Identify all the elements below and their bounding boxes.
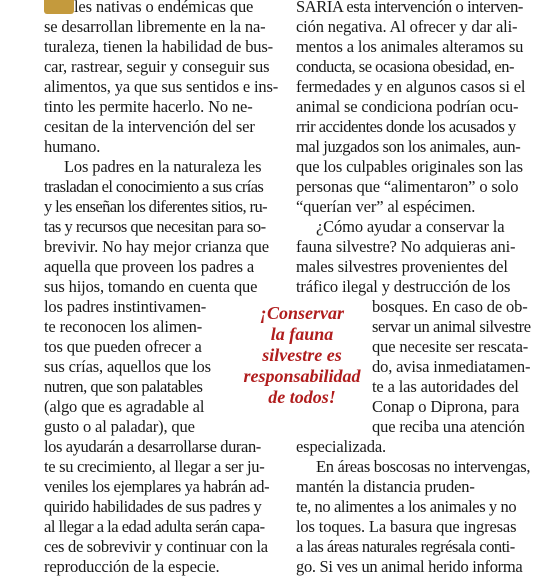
text-line: fermedades y en algunos casos si el xyxy=(296,77,526,96)
text-line: los padres instintivamen- xyxy=(44,297,207,316)
text-line: sus crías, aquellos que los xyxy=(44,357,211,376)
text-line: trasladan el conocimiento a sus crías xyxy=(44,177,264,196)
text-line: rrir accidentes donde los acusados y xyxy=(296,117,516,136)
text-line: nutren, que son palatables xyxy=(44,377,203,396)
text-line: do, avisa inmediatamen- xyxy=(372,357,531,376)
text-line: En áreas boscosas no intervengas, xyxy=(316,457,531,476)
text-line: y les enseñan los diferentes sitios, ru- xyxy=(44,197,267,216)
text-line: te, no alimentes a los animales y no xyxy=(296,497,517,516)
text-line: quirido habilidades de sus padres y xyxy=(44,497,262,516)
text-line: males silvestres provenientes del xyxy=(296,257,508,276)
text-line: tinto les permite hacerlo. No ne- xyxy=(44,97,253,116)
text-line: gusto o al paladar), que xyxy=(44,417,195,436)
text-line: humano. xyxy=(44,137,101,156)
text-line: animal se condiciona podrían ocu- xyxy=(296,97,519,116)
text-line: te reconocen los alimen- xyxy=(44,317,203,336)
text-line: especializada. xyxy=(296,437,386,456)
text-line: tráfico ilegal y destrucción de los xyxy=(296,277,511,296)
text-line: go. Si ves un animal herido informa xyxy=(296,557,523,576)
text-line: te su crecimiento, al llegar a ser ju- xyxy=(44,457,265,476)
text-line: ¿Cómo ayudar a conservar la xyxy=(316,217,505,236)
pull-quote-line: de todos! xyxy=(268,387,336,407)
text-line: personas que “alimentaron” o solo xyxy=(296,177,519,196)
text-line: turaleza, tienen la habilidad de bus- xyxy=(44,37,274,56)
text-line: mal juzgados son los animales, aun- xyxy=(296,137,521,156)
text-line: que reciba una atención xyxy=(372,417,525,436)
text-line: al llegar a la edad adulta serán capa- xyxy=(44,517,265,536)
pull-quote-line: ¡Conservar xyxy=(259,303,344,323)
text-line: brevivir. No hay mejor crianza que xyxy=(44,237,269,256)
text-line: mantén la distancia pruden- xyxy=(296,477,475,496)
text-line: veniles los ejemplares ya habrán ad- xyxy=(44,477,270,496)
pull-quote-line: silvestre es xyxy=(262,345,342,365)
text-line: les nativas o endémicas que xyxy=(74,0,254,16)
text-line: fauna silvestre? No adquieras ani- xyxy=(296,237,516,256)
pull-quote-line: responsabilidad xyxy=(243,366,361,386)
text-line: ción negativa. Al ofrecer y dar ali- xyxy=(296,17,518,36)
text-line: SARIA esta intervención o interven- xyxy=(296,0,524,16)
text-line: los toques. La basura que ingresas xyxy=(296,517,517,536)
text-line: que necesite ser rescata- xyxy=(372,337,529,356)
text-line: (algo que es agradable al xyxy=(44,397,205,416)
drop-cap-ornament xyxy=(44,0,74,14)
text-line: ces de sobrevivir y continuar con la xyxy=(44,537,268,556)
text-line: se desarrollan libremente en la na- xyxy=(44,17,266,36)
text-line: mentos a los animales alteramos su xyxy=(296,37,524,56)
text-line: tos que pueden ofrecer a xyxy=(44,337,202,356)
text-line: te a las autoridades del xyxy=(372,377,519,396)
text-line: conducta, se ocasiona obesidad, en- xyxy=(296,57,514,76)
text-line: Los padres en la naturaleza les xyxy=(64,157,262,176)
text-line: alimentos, ya que sus sentidos e ins- xyxy=(44,77,279,96)
text-line: a las áreas naturales regrésala conti- xyxy=(296,537,515,556)
text-line: servar un animal silvestre xyxy=(372,317,531,336)
pull-quote-line: la fauna xyxy=(270,324,334,344)
text-line: aquella que proveen los padres a xyxy=(44,257,255,276)
text-line: los ayudarán a desarrollarse duran- xyxy=(44,437,261,456)
text-line: “querían ver” al espécimen. xyxy=(296,197,476,216)
text-line: que los culpables originales son las xyxy=(296,157,523,176)
pull-quote xyxy=(236,303,368,408)
text-line: sus hijos, tomando en cuenta que xyxy=(44,277,258,296)
text-line: cesitan de la intervención del ser xyxy=(44,117,255,136)
text-line: reproducción de la especie. xyxy=(44,557,220,576)
text-line: bosques. En caso de ob- xyxy=(372,297,528,316)
text-line: tas y recursos que necesitan para so- xyxy=(44,217,266,236)
text-line: Conap o Diprona, para xyxy=(372,397,520,416)
text-line: car, rastrear, seguir y conseguir sus xyxy=(44,57,270,76)
